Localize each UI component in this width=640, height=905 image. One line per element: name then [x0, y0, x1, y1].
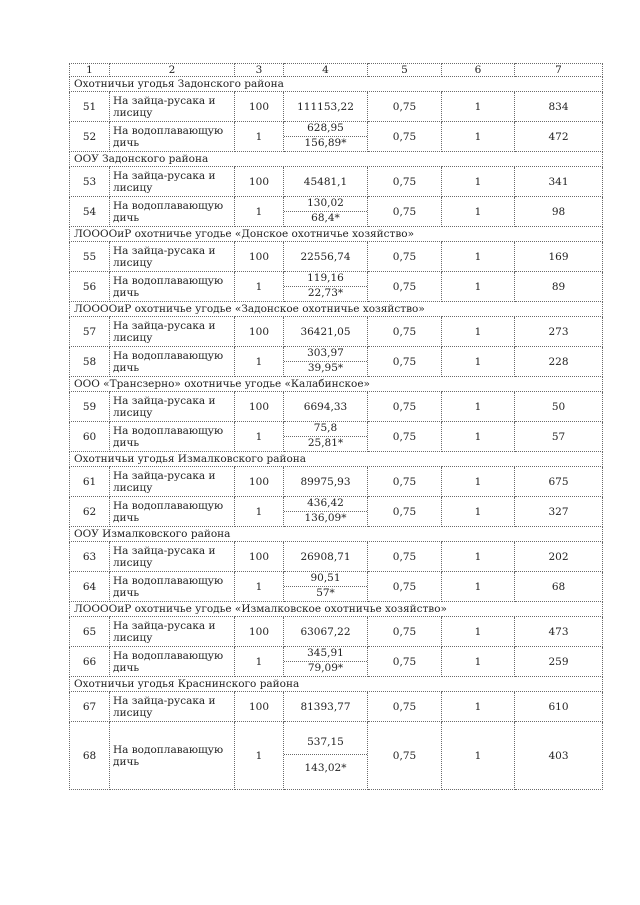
table-row — [70, 122, 603, 152]
row-col6: 1 — [442, 497, 515, 527]
section-title: Охотничьи угодья Задонского района — [70, 77, 603, 92]
row-description: На зайца-русака и лисицу — [110, 467, 235, 497]
row-result: 228 — [515, 347, 603, 377]
row-area-water: 143,02* — [304, 762, 347, 774]
row-area: 26908,71 — [284, 542, 368, 572]
section-title: ЛООООиР охотничье угодье «Донское охотничье хозяйство» — [70, 227, 603, 242]
row-result: 341 — [515, 167, 603, 197]
table-row — [70, 497, 603, 527]
row-coefficient: 0,75 — [368, 392, 442, 422]
row-area-water: 79,09* — [307, 662, 344, 674]
row-area: 89975,93 — [284, 467, 368, 497]
row-col6: 1 — [442, 167, 515, 197]
row-result: 57 — [515, 422, 603, 452]
row-area: 111153,22 — [284, 92, 368, 122]
row-area-water: 156,89* — [304, 137, 347, 149]
quota-table — [69, 63, 603, 790]
table-row — [70, 722, 603, 790]
row-description: На зайца-русака и лисицу — [110, 617, 235, 647]
table-row — [70, 92, 603, 122]
table-row — [70, 467, 603, 497]
row-number: 66 — [70, 647, 110, 677]
row-number: 57 — [70, 317, 110, 347]
row-col6: 1 — [442, 317, 515, 347]
row-number: 58 — [70, 347, 110, 377]
row-area-total: 119,16 — [284, 272, 367, 287]
row-area-water: 22,73* — [307, 287, 344, 299]
row-col3: 100 — [235, 692, 284, 722]
row-number: 65 — [70, 617, 110, 647]
header-cell: 7 — [515, 64, 603, 77]
section-title-row — [70, 602, 603, 617]
row-col6: 1 — [442, 347, 515, 377]
row-area-total: 628,95 — [284, 122, 367, 137]
section-title-row — [70, 152, 603, 167]
row-area-split — [284, 647, 368, 677]
row-col6: 1 — [442, 392, 515, 422]
table-row — [70, 167, 603, 197]
row-result: 327 — [515, 497, 603, 527]
table-row — [70, 392, 603, 422]
row-description: На водоплавающую дичь — [110, 572, 235, 602]
row-area: 63067,22 — [284, 617, 368, 647]
row-col6: 1 — [442, 617, 515, 647]
header-row — [70, 64, 603, 77]
row-col3: 100 — [235, 242, 284, 272]
row-description: На водоплавающую дичь — [110, 197, 235, 227]
row-coefficient: 0,75 — [368, 467, 442, 497]
row-col3: 1 — [235, 647, 284, 677]
row-number: 67 — [70, 692, 110, 722]
section-title: ЛООООиР охотничье угодье «Задонское охотничье хозяйство» — [70, 302, 603, 317]
row-coefficient: 0,75 — [368, 497, 442, 527]
row-area-total: 90,51 — [284, 572, 367, 587]
row-col6: 1 — [442, 542, 515, 572]
row-area-split — [284, 497, 368, 527]
section-title-row — [70, 527, 603, 542]
row-number: 63 — [70, 542, 110, 572]
row-col3: 100 — [235, 542, 284, 572]
row-area-total: 436,42 — [284, 497, 367, 512]
row-description: На водоплавающую дичь — [110, 347, 235, 377]
row-number: 54 — [70, 197, 110, 227]
row-area-total: 303,97 — [284, 347, 367, 362]
row-area-total: 130,02 — [284, 197, 367, 212]
row-col3: 1 — [235, 497, 284, 527]
row-result: 473 — [515, 617, 603, 647]
row-area-water: 25,81* — [307, 437, 344, 449]
row-result: 834 — [515, 92, 603, 122]
row-col6: 1 — [442, 722, 515, 790]
row-col3: 1 — [235, 572, 284, 602]
row-col6: 1 — [442, 467, 515, 497]
row-description: На зайца-русака и лисицу — [110, 542, 235, 572]
section-title: ООО «Трансзерно» охотничье угодье «Калабинское» — [70, 377, 603, 392]
row-coefficient: 0,75 — [368, 92, 442, 122]
row-result: 472 — [515, 122, 603, 152]
section-title: Охотничьи угодья Измалковского района — [70, 452, 603, 467]
row-col3: 1 — [235, 347, 284, 377]
row-coefficient: 0,75 — [368, 347, 442, 377]
row-coefficient: 0,75 — [368, 197, 442, 227]
header-cell: 3 — [235, 64, 284, 77]
row-coefficient: 0,75 — [368, 647, 442, 677]
header-cell: 2 — [110, 64, 235, 77]
row-area-water: 57* — [316, 587, 335, 599]
table-row — [70, 647, 603, 677]
row-result: 675 — [515, 467, 603, 497]
row-number: 64 — [70, 572, 110, 602]
row-result: 202 — [515, 542, 603, 572]
header-cell: 1 — [70, 64, 110, 77]
row-area-water: 68,4* — [311, 212, 340, 224]
section-title-row — [70, 227, 603, 242]
row-col3: 1 — [235, 272, 284, 302]
row-description: На водоплавающую дичь — [110, 122, 235, 152]
row-area-split — [284, 122, 368, 152]
row-area-split — [284, 422, 368, 452]
row-result: 273 — [515, 317, 603, 347]
row-area-total: 345,91 — [284, 647, 367, 662]
row-coefficient: 0,75 — [368, 167, 442, 197]
row-area-total: 75,8 — [284, 422, 367, 437]
section-title-row — [70, 377, 603, 392]
row-area-water: 136,09* — [304, 512, 347, 524]
table-row — [70, 572, 603, 602]
section-title: Охотничьи угодья Краснинского района — [70, 677, 603, 692]
row-area-water: 39,95* — [307, 362, 344, 374]
header-cell: 4 — [284, 64, 368, 77]
row-area: 81393,77 — [284, 692, 368, 722]
row-area-split — [284, 272, 368, 302]
row-coefficient: 0,75 — [368, 242, 442, 272]
row-number: 59 — [70, 392, 110, 422]
table-row — [70, 692, 603, 722]
table-row — [70, 317, 603, 347]
section-title-row — [70, 77, 603, 92]
row-description: На водоплавающую дичь — [110, 422, 235, 452]
section-title-row — [70, 452, 603, 467]
row-number: 55 — [70, 242, 110, 272]
row-number: 62 — [70, 497, 110, 527]
table-row — [70, 542, 603, 572]
row-result: 68 — [515, 572, 603, 602]
row-description: На зайца-русака и лисицу — [110, 92, 235, 122]
row-area-split — [284, 722, 368, 790]
row-col3: 1 — [235, 122, 284, 152]
row-col3: 1 — [235, 197, 284, 227]
row-col6: 1 — [442, 92, 515, 122]
row-col3: 100 — [235, 92, 284, 122]
row-description: На зайца-русака и лисицу — [110, 317, 235, 347]
row-coefficient: 0,75 — [368, 122, 442, 152]
row-col6: 1 — [442, 422, 515, 452]
row-coefficient: 0,75 — [368, 722, 442, 790]
section-title-row — [70, 677, 603, 692]
row-description: На зайца-русака и лисицу — [110, 167, 235, 197]
row-area: 36421,05 — [284, 317, 368, 347]
row-area-split — [284, 347, 368, 377]
row-coefficient: 0,75 — [368, 617, 442, 647]
row-col6: 1 — [442, 242, 515, 272]
row-coefficient: 0,75 — [368, 272, 442, 302]
row-result: 169 — [515, 242, 603, 272]
row-coefficient: 0,75 — [368, 572, 442, 602]
row-number: 56 — [70, 272, 110, 302]
table-row — [70, 347, 603, 377]
row-description: На зайца-русака и лисицу — [110, 242, 235, 272]
row-area: 22556,74 — [284, 242, 368, 272]
row-description: На водоплавающую дичь — [110, 722, 235, 790]
row-number: 53 — [70, 167, 110, 197]
row-description: На водоплавающую дичь — [110, 647, 235, 677]
section-title-row — [70, 302, 603, 317]
table-row — [70, 617, 603, 647]
row-description: На зайца-русака и лисицу — [110, 692, 235, 722]
row-result: 403 — [515, 722, 603, 790]
row-result: 610 — [515, 692, 603, 722]
table-row — [70, 422, 603, 452]
row-col3: 100 — [235, 392, 284, 422]
row-col3: 1 — [235, 722, 284, 790]
row-result: 259 — [515, 647, 603, 677]
section-title: ООУ Измалковского района — [70, 527, 603, 542]
row-area-split — [284, 197, 368, 227]
row-number: 61 — [70, 467, 110, 497]
header-cell: 5 — [368, 64, 442, 77]
row-area: 45481,1 — [284, 167, 368, 197]
row-coefficient: 0,75 — [368, 317, 442, 347]
row-col6: 1 — [442, 647, 515, 677]
row-col3: 100 — [235, 167, 284, 197]
row-col3: 1 — [235, 422, 284, 452]
row-area-split — [284, 572, 368, 602]
row-col3: 100 — [235, 317, 284, 347]
row-col6: 1 — [442, 122, 515, 152]
row-coefficient: 0,75 — [368, 422, 442, 452]
section-title: ЛООООиР охотничье угодье «Измалковское охотничье хозяйство» — [70, 602, 603, 617]
row-number: 51 — [70, 92, 110, 122]
row-col6: 1 — [442, 197, 515, 227]
row-coefficient: 0,75 — [368, 542, 442, 572]
row-description: На водоплавающую дичь — [110, 497, 235, 527]
table-row — [70, 197, 603, 227]
row-result: 89 — [515, 272, 603, 302]
row-col6: 1 — [442, 692, 515, 722]
row-description: На зайца-русака и лисицу — [110, 392, 235, 422]
row-area-total: 537,15 — [284, 722, 367, 755]
row-result: 50 — [515, 392, 603, 422]
row-col3: 100 — [235, 617, 284, 647]
row-coefficient: 0,75 — [368, 692, 442, 722]
table-body — [70, 64, 603, 790]
row-result: 98 — [515, 197, 603, 227]
section-title: ООУ Задонского района — [70, 152, 603, 167]
row-number: 52 — [70, 122, 110, 152]
row-col3: 100 — [235, 467, 284, 497]
table-row — [70, 242, 603, 272]
row-area: 6694,33 — [284, 392, 368, 422]
table-row — [70, 272, 603, 302]
row-col6: 1 — [442, 272, 515, 302]
row-col6: 1 — [442, 572, 515, 602]
row-number: 60 — [70, 422, 110, 452]
row-number: 68 — [70, 722, 110, 790]
header-cell: 6 — [442, 64, 515, 77]
row-description: На водоплавающую дичь — [110, 272, 235, 302]
